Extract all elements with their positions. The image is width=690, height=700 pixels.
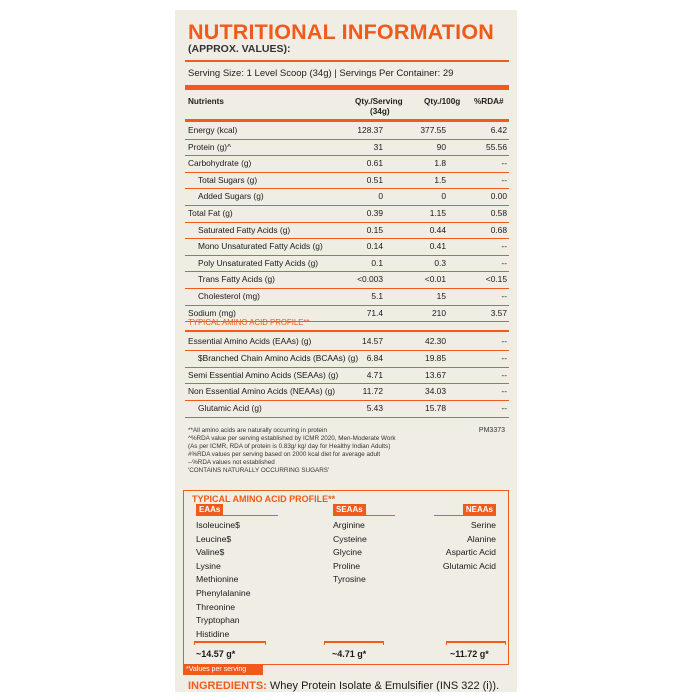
values-per-serving-note: *Values per serving [183,665,263,675]
per-serving-value: 0.1 [371,257,383,268]
table-row [185,255,509,272]
nutrient-name: Added Sugars (g) [198,191,264,202]
per-serving-value: 0.14 [366,241,383,252]
per-100g-value: 15.78 [425,403,446,414]
nutrient-name: Carbohydrate (g) [188,158,252,169]
eaa-total: ~14.57 g* [196,649,236,659]
amino-acid-item: Phenylalanine [196,587,251,598]
per-serving-value: 14.57 [362,336,383,346]
rda-value: -- [501,158,507,169]
nutrient-name: Saturated Fatty Acids (g) [198,224,291,235]
per-100g-value: 377.55 [420,125,446,135]
per-100g-value: 15 [436,291,446,301]
serving-info: Serving Size: 1 Level Scoop (34g) | Servings Per Container: 29 [188,68,454,79]
rda-value: -- [501,369,507,380]
per-100g-value: 0 [441,191,446,202]
rda-value: 3.57 [490,307,507,318]
amino-acid-item: Cysteine [333,533,367,544]
panel-title: NUTRITIONAL INFORMATION [188,20,494,44]
amino-acid-item: Tryptophan [196,615,240,626]
seaa-tag: SEAAs [333,504,366,516]
footnote-line: 'CONTAINS NATURALLY OCCURRING SUGARS' [188,467,330,474]
amino-acid-item: Threonine [196,601,236,612]
per-serving-value: 5.1 [371,291,383,301]
per-serving-value: 6.84 [366,352,383,363]
header-per-serving: Qty./Serving [355,97,403,106]
footnote-line: ^%RDA value per serving established by ICMR 2020, Men-Moderate Work [188,435,396,442]
nutrient-name: Semi Essential Amino Acids (SEAAs) (g) [188,369,339,380]
header-per-100g: Qty./100g [424,97,461,106]
per-100g-value: 13.67 [425,369,446,380]
per-serving-value: 4.71 [366,369,383,380]
per-serving-value: 5.43 [366,403,383,414]
per-serving-value: 0.51 [366,174,383,185]
per-100g-value: 1.15 [429,208,446,218]
nutrient-name: Total Sugars (g) [198,174,258,185]
eaa-list [196,519,251,641]
divider [333,515,395,516]
per-100g-value: 1.5 [434,174,446,185]
ingredients-text: Whey Protein Isolate & Emulsifier (INS 322 (i)). [266,680,500,692]
table-row [185,172,509,189]
rda-value: -- [501,257,507,268]
divider [196,515,278,516]
table-row [185,383,509,400]
rda-value: -- [501,403,507,414]
rda-value: -- [501,291,507,301]
divider [185,85,509,90]
neaa-list [443,519,496,573]
rda-value: -- [501,386,507,397]
rda-value: -- [501,174,507,185]
footnotes [188,427,396,475]
panel-subtitle: (APPROX. VALUES): [188,43,291,55]
per-100g-value: 210 [432,307,446,318]
per-serving-value: 0.39 [366,208,383,218]
amino-box-title: TYPICAL AMINO ACID PROFILE** [192,494,336,504]
rda-value: 55.56 [486,141,507,152]
amino-acid-item: Tyrosine [333,574,366,585]
neaa-total: ~11.72 g* [450,649,489,659]
nutrient-name: Essential Amino Acids (EAAs) (g) [188,336,312,346]
nutrient-name: Sodium (mg) [188,307,236,318]
amino-acid-item: Valine$ [196,547,225,558]
rda-value: <0.15 [485,274,507,285]
per-serving-value: 128.37 [357,125,383,135]
footnote-line: #%RDA values per serving based on 2000 kcal diet for average adult [188,451,381,458]
nutrient-name: Cholesterol (mg) [198,291,260,301]
table-row [185,288,509,305]
nutrient-name: Non Essential Amino Acids (NEAAs) (g) [188,386,336,397]
divider [185,60,509,62]
rda-value: -- [501,241,507,252]
amino-acid-item: Arginine [333,520,365,530]
table-row [185,350,509,367]
amino-acid-item: Aspartic Acid [445,547,496,558]
amino-acid-item: Alanine [467,533,496,544]
divider [185,330,509,332]
table-row [185,122,509,139]
eaa-bracket [194,641,266,645]
nutrient-name: Total Fat (g) [188,208,233,218]
ingredients-label: INGREDIENTS: [188,680,267,692]
rda-value: 0.68 [490,224,507,235]
per-100g-value: 90 [436,141,446,152]
table-row [185,205,509,222]
amino-acid-item: Leucine$ [196,533,232,544]
neaa-tag: NEAAs [463,504,496,516]
per-serving-value: 0 [378,191,383,202]
amino-acid-item: Lysine [196,560,221,571]
per-serving-value: 0.61 [366,158,383,169]
amino-acid-item: Serine [470,520,496,530]
table-row [185,400,509,417]
divider [434,515,496,516]
per-serving-value: 0.15 [366,224,383,235]
per-serving-value: 11.72 [362,386,383,397]
seaa-bracket [324,641,384,645]
per-100g-value: 19.85 [425,352,446,363]
nutrition-panel [175,10,517,692]
ingredients [188,680,499,692]
rda-value: -- [501,336,507,346]
table-row [185,155,509,172]
amino-profile-subheading: TYPICAL AMINO ACID PROFILE** [188,318,310,327]
row-divider [185,417,509,418]
amino-acid-item: Glycine [333,547,362,558]
rda-value: -- [501,352,507,363]
neaa-bracket [446,641,506,645]
per-100g-value: 34.03 [425,386,446,397]
table-row [185,271,509,288]
table-row [185,333,509,350]
per-100g-value: 42.30 [425,336,446,346]
footnote-line: --%RDA values not established [188,459,275,466]
per-serving-value: 31 [373,141,383,152]
amino-acid-item: Glutamic Acid [442,560,496,571]
rda-value: 0.58 [490,208,507,218]
nutrient-name: Protein (g)^ [188,141,232,152]
footnote-line: **All amino acids are naturally occurring in protein [188,427,327,434]
table-row [185,238,509,255]
per-100g-value: <0.01 [424,274,446,285]
table-row [185,139,509,156]
per-100g-value: 0.44 [429,224,446,235]
per-100g-value: 0.41 [429,241,446,252]
nutrient-name: Energy (kcal) [188,125,238,135]
per-100g-value: 0.3 [434,257,446,268]
table-row [185,367,509,384]
table-row [185,222,509,239]
rda-value: 6.42 [490,125,507,135]
per-100g-value: 1.8 [434,158,446,169]
header-per-serving-unit: (34g) [370,107,390,116]
nutrient-name: Glutamic Acid (g) [198,403,262,414]
eaa-tag: EAAs [196,504,223,516]
header-rda: %RDA# [474,97,504,106]
nutrient-name: Mono Unsaturated Fatty Acids (g) [198,241,323,252]
seaa-total: ~4.71 g* [332,649,367,659]
per-serving-value: 71.4 [366,307,383,318]
amino-acid-item: Isoleucine$ [196,520,240,530]
nutrient-name: $Branched Chain Amino Acids (BCAAs) (g) [198,352,359,363]
footnote-line: (As per ICMR, RDA of protein is 0.83g/ kg/ day for Healthy Indian Adults) [188,443,391,450]
amino-acid-item: Proline [333,560,361,571]
per-serving-value: <0.003 [357,274,383,285]
seaa-list [333,519,367,587]
nutrient-name: Trans Fatty Acids (g) [198,274,275,285]
amino-profile-box [183,490,509,665]
pm-code: PM3373 [478,427,505,434]
table-row [185,188,509,205]
nutrient-name: Poly Unsaturated Fatty Acids (g) [198,257,319,268]
amino-acid-item: Histidine [196,628,230,639]
rda-value: 0.00 [490,191,507,202]
header-nutrients: Nutrients [188,97,224,106]
amino-acid-item: Methionine [196,574,239,585]
